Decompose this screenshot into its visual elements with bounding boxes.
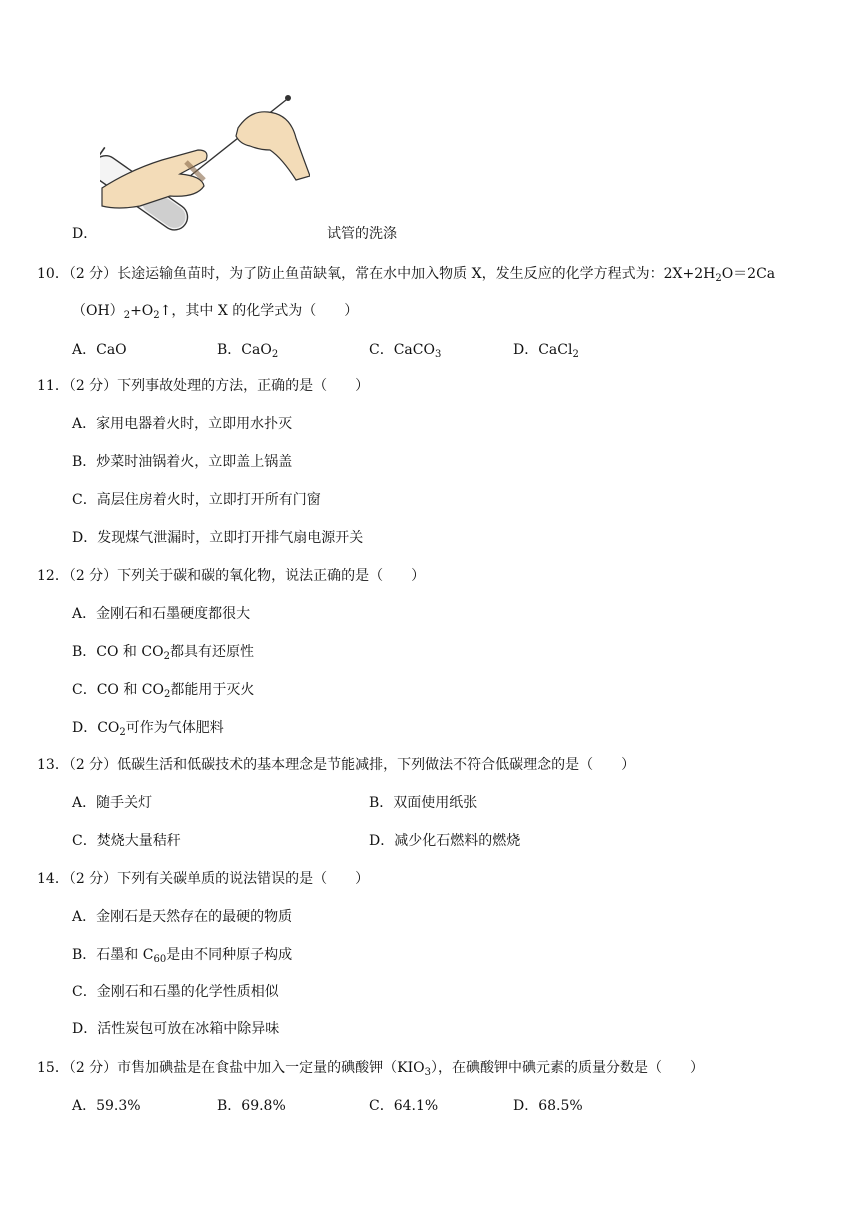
q15-option-c[interactable]: C．64.1% bbox=[369, 1098, 439, 1114]
q10-option-d[interactable]: D．CaCl$_2$ bbox=[513, 342, 579, 360]
q13-option-d[interactable]: D．减少化石燃料的燃烧 bbox=[369, 833, 521, 849]
q10-option-b[interactable]: B．CaO$_2$ bbox=[217, 342, 279, 360]
q13-option-b[interactable]: B．双面使用纸张 bbox=[369, 795, 478, 811]
q13-option-a[interactable]: A．随手关灯 bbox=[72, 795, 153, 811]
q14-option-a[interactable]: A．金刚石是天然存在的最硬的物质 bbox=[72, 909, 293, 925]
q14-stem: 14．（2 分）下列有关碳单质的说法错误的是（ ） bbox=[37, 871, 370, 887]
q9-option-d-caption: 试管的洗涤 bbox=[327, 226, 397, 242]
q12-option-c[interactable]: C．CO 和 $CO_2$都能用于灭火 bbox=[72, 682, 255, 700]
q11-stem: 11．（2 分）下列事故处理的方法，正确的是（ ） bbox=[37, 378, 370, 394]
q10-stem-line2: $(OH)_2+O_2↑$，其中 X 的化学式为（ ） bbox=[72, 303, 359, 321]
q12-option-a[interactable]: A．金刚石和石墨硬度都很大 bbox=[72, 606, 251, 622]
q15-option-b[interactable]: B．69.8% bbox=[217, 1098, 286, 1114]
q13-stem: 13．（2 分）低碳生活和低碳技术的基本理念是节能减排，下列做法不符合低碳理念的是（ ） bbox=[37, 757, 636, 773]
q12-option-b[interactable]: B．CO 和 $CO_2$都具有还原性 bbox=[72, 644, 254, 662]
q11-option-b[interactable]: B．炒菜时油锅着火，立即盖上锅盖 bbox=[72, 454, 293, 470]
q12-stem: 12．（2 分）下列关于碳和碳的氧化物，说法正确的是（ ） bbox=[37, 568, 426, 584]
q11-option-d[interactable]: D．发现煤气泄漏时，立即打开排气扇电源开关 bbox=[72, 530, 364, 546]
q11-option-a[interactable]: A．家用电器着火时，立即用水扑灭 bbox=[72, 416, 293, 432]
q10-stem-line1: 10．（2 分）长途运输鱼苗时，为了防止鱼苗缺氧，常在水中加入物质 X，发生反应的化学方程式为：$2X+2H_2O=2Ca$ bbox=[37, 266, 776, 284]
q11-option-c[interactable]: C．高层住房着火时，立即打开所有门窗 bbox=[72, 492, 321, 508]
q15-option-d[interactable]: D．68.5% bbox=[513, 1098, 583, 1114]
q10-option-c[interactable]: C．CaCO$_3$ bbox=[369, 342, 442, 360]
q15-stem: 15．（2 分）市售加碘盐是在食盐中加入一定量的碘酸钾$(KIO_3)$，在碘酸钾中碘元素的质量分数是（ ） bbox=[37, 1060, 705, 1078]
q10-option-a[interactable]: A．CaO bbox=[72, 342, 127, 358]
q13-option-c[interactable]: C．焚烧大量秸秆 bbox=[72, 833, 181, 849]
q12-option-d[interactable]: D．$CO_2$可作为气体肥料 bbox=[72, 720, 224, 738]
q9-option-d-letter[interactable]: D． bbox=[72, 226, 98, 242]
q14-option-c[interactable]: C．金刚石和石墨的化学性质相似 bbox=[72, 984, 279, 1000]
test-tube-washing-illustration bbox=[100, 88, 310, 243]
q14-option-d[interactable]: D．活性炭包可放在冰箱中除异味 bbox=[72, 1021, 280, 1037]
q14-option-b[interactable]: B．石墨和 $C_{60}$是由不同种原子构成 bbox=[72, 947, 293, 965]
q15-option-a[interactable]: A．59.3% bbox=[72, 1098, 141, 1114]
